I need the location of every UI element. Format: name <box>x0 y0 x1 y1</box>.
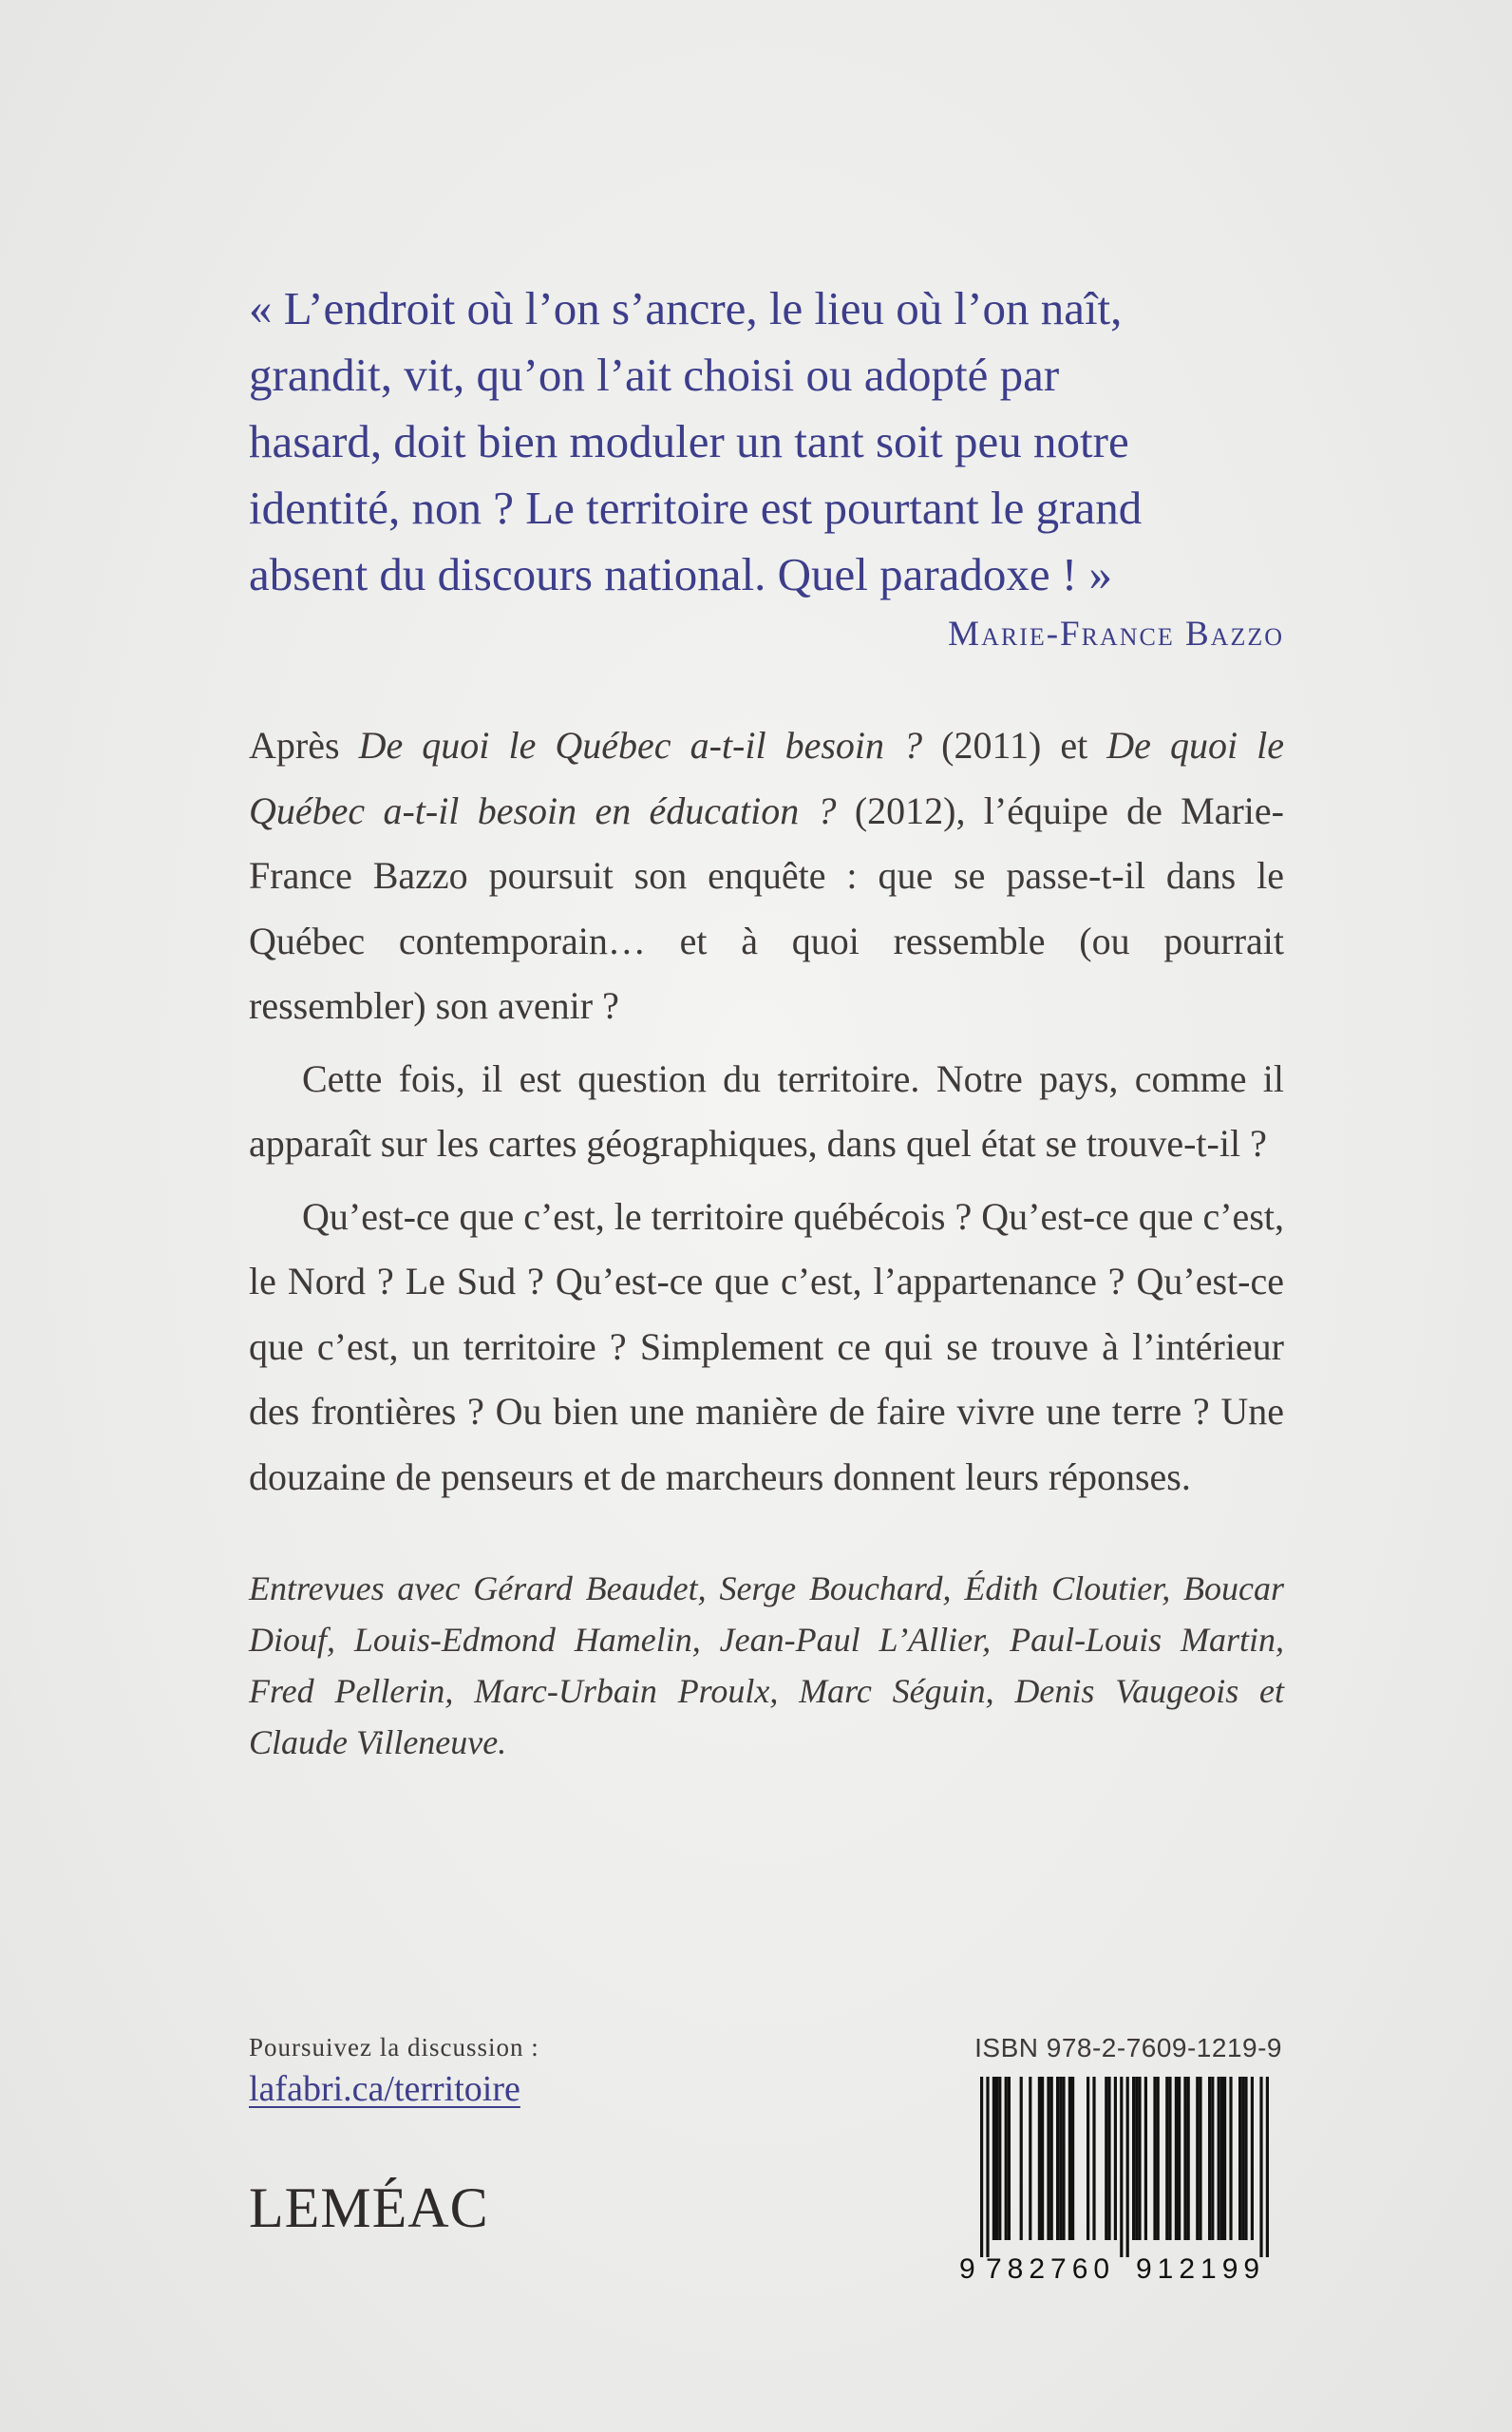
barcode-bar <box>1056 2077 1059 2240</box>
blurb-paragraph-2: Cette fois, il est question du territoire. Notre pays, comme il apparaît sur les cartes géographiques, dans quel état se trouve-t-il ? <box>249 1056 1284 1165</box>
blurb <box>249 713 1284 1510</box>
barcode-bars <box>959 2077 1282 2257</box>
barcode-bar <box>1266 2077 1269 2257</box>
barcode-bar <box>1178 2077 1181 2240</box>
quote-line: identité, non ? Le territoire est pourtant le grand <box>249 482 1143 534</box>
isbn-label: ISBN 978-2-7609-1219-9 <box>974 2033 1282 2062</box>
book-title-2: De quoi le Québec a-t-il besoin en éducation ? <box>249 724 1285 832</box>
barcode-bar <box>1220 2077 1223 2240</box>
barcode-right-digits: 912199 <box>1136 2253 1266 2285</box>
quote-author: Marie-France Bazzo <box>948 615 1284 654</box>
blurb-paragraph-1 <box>249 713 1284 1039</box>
publisher-logo: LEMÉAC <box>249 2176 489 2239</box>
barcode-bar <box>1229 2077 1232 2240</box>
barcode-bar <box>1059 2077 1062 2240</box>
barcode-bar <box>1244 2077 1247 2240</box>
barcode-bar <box>1165 2077 1168 2240</box>
barcode-bar <box>980 2077 983 2257</box>
barcode-bar <box>1029 2077 1031 2240</box>
barcode-bar <box>995 2077 998 2240</box>
barcode-bar <box>1126 2077 1129 2257</box>
discussion-link[interactable]: lafabri.ca/territoire <box>249 2069 520 2109</box>
barcode-bar <box>1050 2077 1053 2240</box>
barcode-bar <box>1020 2077 1023 2240</box>
barcode-bar <box>998 2077 1001 2240</box>
barcode-bar <box>1157 2077 1160 2240</box>
barcode-bar <box>1241 2077 1244 2240</box>
p1-suffix: (2012), l’équipe de Marie-France Bazzo poursuit son enquête : que se passe-t-il dans le Québec contemporain… et à quoi ressemble (ou pourrait ressembler) son avenir ? <box>249 788 1284 1027</box>
interviews-list: Entrevues avec Gérard Beaudet, Serge Bouchard, Édith Cloutier, Boucar Diouf, Louis-Edmond Hamelin, Jean-Paul L’Allier, Paul-Louis Martin, Fred Pellerin, Marc-Urbain Proulx, Marc Séguin, Denis Vaugeois et Claude Villeneuve. <box>249 1569 1284 1761</box>
barcode-bar <box>992 2077 995 2240</box>
barcode-bar <box>1187 2077 1190 2240</box>
barcode-bar <box>1183 2077 1186 2240</box>
barcode-bar <box>1092 2077 1095 2240</box>
p1-mid: (2011) et <box>922 724 1107 767</box>
barcode-bar <box>1168 2077 1171 2240</box>
barcode-lead-digit: 9 <box>959 2253 975 2285</box>
quote-line: absent du discours national. Quel paradoxe ! » <box>249 548 1112 600</box>
barcode-bar <box>986 2077 989 2257</box>
barcode-bar <box>1047 2077 1049 2240</box>
p1-prefix: Après <box>249 724 359 767</box>
blurb-paragraph-3: Qu’est-ce que c’est, le territoire québécois ? Qu’est-ce que c’est, le Nord ? Le Sud ? Qu’est-ce que c’est, l’appartenance ? Qu’est-ce que c’est, un territoire ? Simplement ce qui se trouve à l’intérieur des frontières ? Ou bien une manière de faire vivre une terre ? Une douzaine de penseurs et de marcheurs donnent leurs réponses. <box>249 1194 1284 1498</box>
barcode-bar <box>1144 2077 1147 2240</box>
barcode-left-digits: 782760 <box>986 2253 1116 2285</box>
barcode-bar <box>1005 2077 1008 2240</box>
barcode-bar <box>1138 2077 1141 2240</box>
barcode-bar <box>1251 2077 1254 2240</box>
quote-line: grandit, vit, qu’on l’ait choisi ou adopté par <box>249 349 1060 401</box>
barcode-bar <box>1105 2077 1107 2240</box>
back-cover-content <box>249 276 1284 1768</box>
barcode-bar <box>1199 2077 1201 2240</box>
barcode-bar <box>1211 2077 1214 2240</box>
discussion-block <box>249 2033 539 2110</box>
barcode-bar <box>1068 2077 1071 2240</box>
quote-line: hasard, doit bien moduler un tant soit peu notre <box>249 415 1129 467</box>
barcode-bar <box>1208 2077 1211 2240</box>
barcode-bar <box>1120 2077 1123 2257</box>
isbn-block <box>959 2033 1282 2295</box>
barcode-bar <box>1196 2077 1199 2240</box>
barcode-bar <box>1087 2077 1089 2240</box>
barcode-bar <box>1062 2077 1065 2240</box>
barcode-bar <box>1071 2077 1074 2240</box>
quote-line: « L’endroit où l’on s’ancre, le lieu où l’on naît, <box>249 282 1123 334</box>
barcode-bar <box>1132 2077 1135 2240</box>
barcode <box>959 2077 1282 2295</box>
barcode-bar <box>1135 2077 1138 2240</box>
barcode-bar <box>1038 2077 1041 2240</box>
barcode-bar <box>1259 2077 1262 2257</box>
barcode-bar <box>1153 2077 1156 2240</box>
barcode-bar <box>1238 2077 1241 2240</box>
barcode-bar <box>1008 2077 1011 2240</box>
barcode-bar <box>1175 2077 1178 2240</box>
barcode-bar <box>1114 2077 1117 2240</box>
epigraph-quote <box>249 276 1284 608</box>
discussion-label: Poursuivez la discussion : <box>249 2033 539 2062</box>
barcode-bar <box>1107 2077 1110 2240</box>
barcode-bar <box>1041 2077 1044 2240</box>
barcode-bar <box>1223 2077 1226 2240</box>
book-title-1: De quoi le Québec a-t-il besoin ? <box>358 724 923 767</box>
barcode-bar <box>1218 2077 1220 2240</box>
